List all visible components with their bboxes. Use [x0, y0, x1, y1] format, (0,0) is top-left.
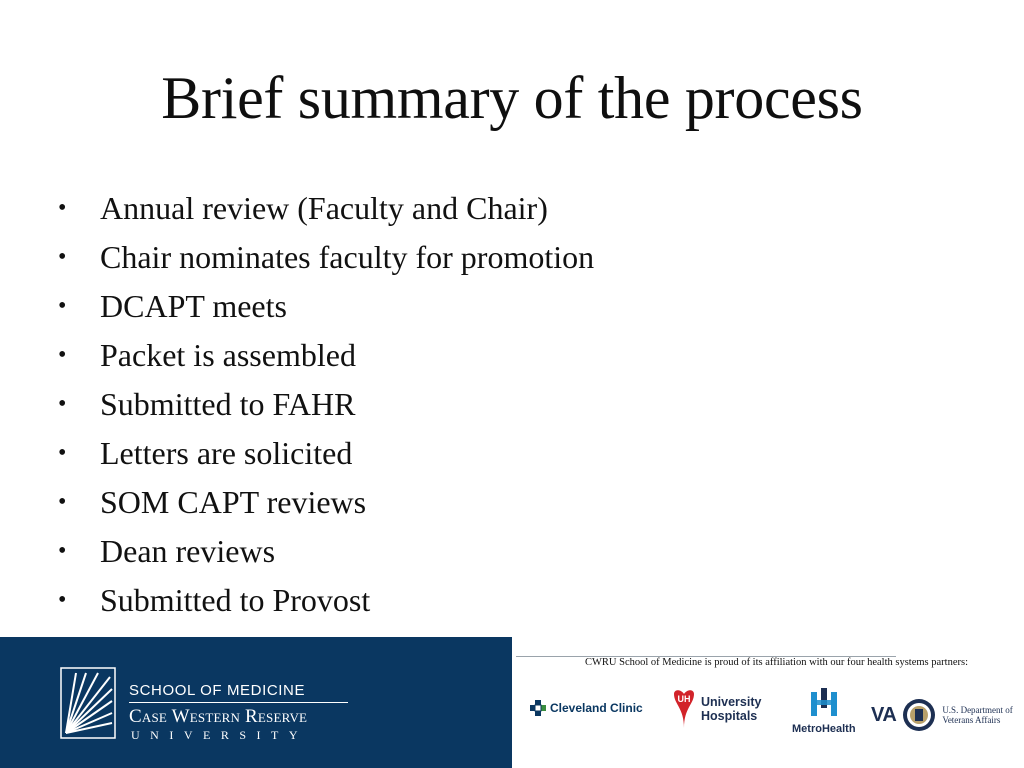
bullet-text: Chair nominates faculty for promotion — [100, 239, 595, 275]
list-item — [56, 478, 594, 527]
cleveland-clinic-name: Cleveland Clinic — [550, 701, 643, 715]
bullet-text: Submitted to FAHR — [100, 386, 356, 422]
metrohealth-icon — [809, 688, 839, 716]
bullet-text: Submitted to Provost — [100, 582, 371, 618]
bullet-list — [56, 184, 594, 625]
va-logo — [871, 698, 1022, 732]
bullet-icon: • — [58, 587, 67, 613]
bullet-icon: • — [58, 293, 67, 319]
university-label: UNIVERSITY — [131, 728, 308, 742]
list-item — [56, 331, 594, 380]
cwru-name: Case Western Reserve — [129, 706, 308, 727]
metrohealth-logo — [792, 688, 856, 735]
university-hospitals-logo — [671, 688, 771, 730]
cleveland-clinic-logo — [530, 700, 643, 716]
bullet-icon: • — [58, 342, 67, 368]
list-item — [56, 233, 594, 282]
bullet-icon: • — [58, 244, 67, 270]
list-item — [56, 429, 594, 478]
divider — [129, 702, 348, 703]
sunburst-logo-icon — [60, 667, 116, 739]
va-abbrev: VA — [871, 703, 897, 726]
bullet-text: Dean reviews — [100, 533, 276, 569]
metrohealth-name: MetroHealth — [792, 723, 856, 735]
partners-caption: CWRU School of Medicine is proud of its affiliation with our four health systems partners: — [585, 657, 968, 668]
university-hospitals-icon — [671, 688, 697, 730]
bullet-text: Packet is assembled — [100, 337, 356, 373]
cleveland-clinic-icon — [530, 700, 546, 716]
bullet-text: Letters are solicited — [100, 435, 353, 471]
slide-title: Brief summary of the process — [161, 65, 863, 131]
bullet-icon: • — [58, 391, 67, 417]
bullet-text: Annual review (Faculty and Chair) — [100, 190, 548, 226]
bullet-icon: • — [58, 440, 67, 466]
list-item — [56, 527, 594, 576]
school-of-medicine-label: SCHOOL OF MEDICINE — [129, 682, 306, 699]
va-seal-icon — [902, 698, 936, 732]
list-item — [56, 380, 594, 429]
bullet-icon: • — [58, 489, 67, 515]
list-item — [56, 576, 594, 625]
list-item — [56, 184, 594, 233]
bullet-text: SOM CAPT reviews — [100, 484, 367, 520]
bullet-icon: • — [58, 538, 67, 564]
svg-text:UH: UH — [677, 694, 691, 704]
bullet-text: DCAPT meets — [100, 288, 287, 324]
va-department-name: U.S. Department of Veterans Affairs — [942, 705, 1013, 725]
university-hospitals-name: University Hospitals — [701, 695, 762, 723]
bullet-icon: • — [58, 195, 67, 221]
list-item — [56, 282, 594, 331]
